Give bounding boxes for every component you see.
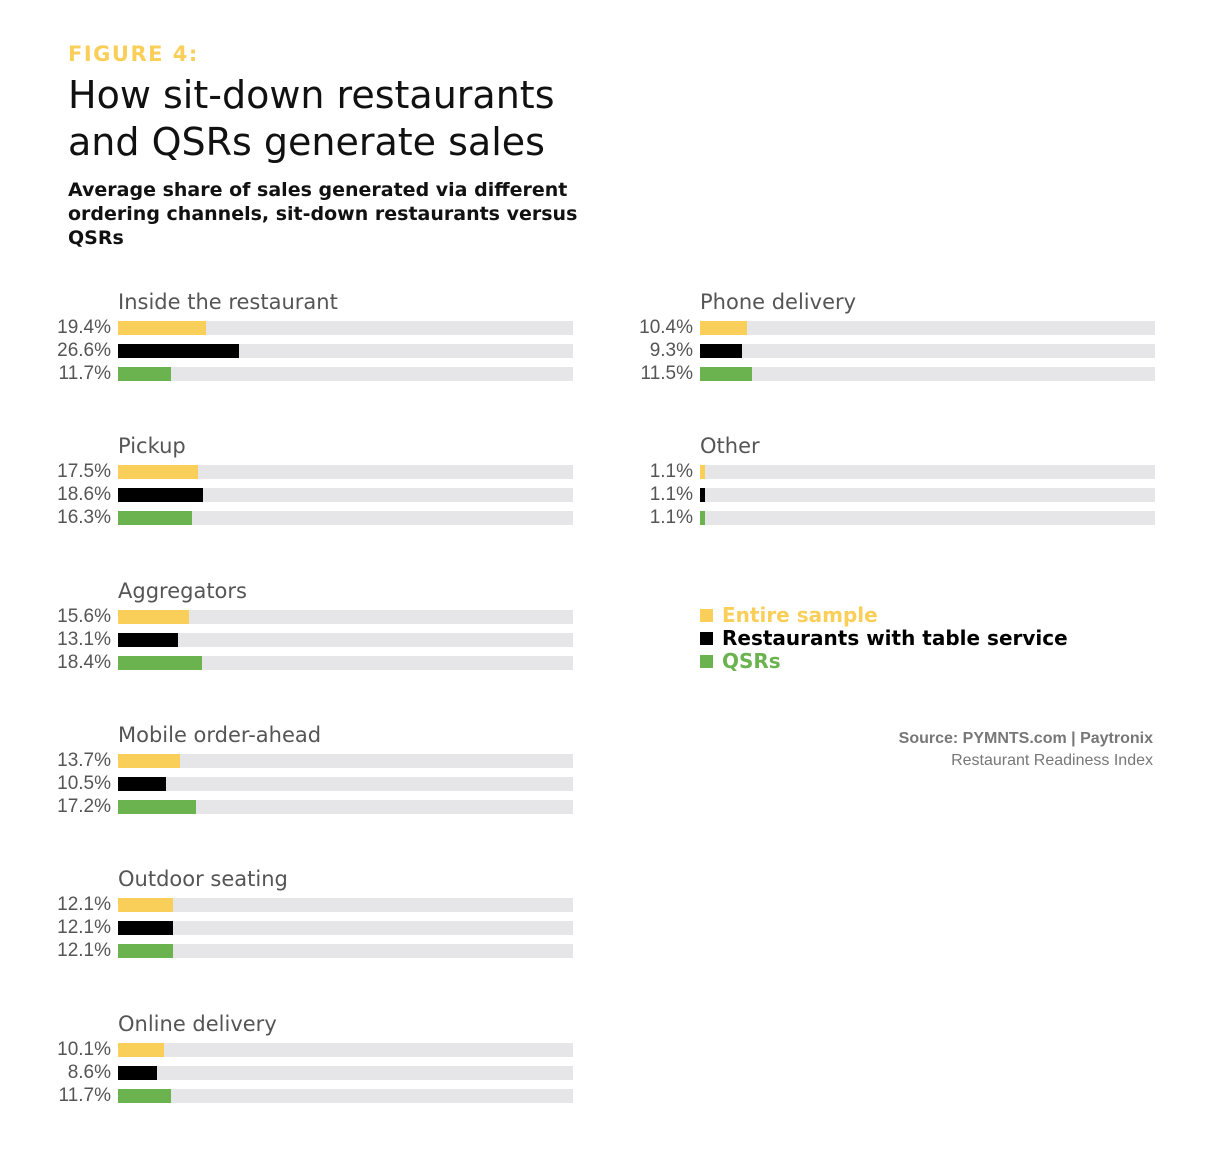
source-name: Source: PYMNTS.com: [898, 730, 1067, 747]
data-label: 19.4%: [57, 317, 111, 338]
bar-track: [118, 777, 573, 791]
category-label: Inside the restaurant: [118, 290, 338, 314]
bar-track: [700, 511, 1155, 525]
bar-track: [118, 921, 573, 935]
legend-label-table-service: Restaurants with table service: [722, 626, 1068, 650]
bar-qsrs: [118, 800, 196, 814]
bar-track: [118, 367, 573, 381]
bar-table-service: [118, 921, 173, 935]
title-line-2: and QSRs generate sales: [68, 120, 545, 164]
legend-item-qsrs: [700, 650, 1068, 673]
bar-track: [118, 800, 573, 814]
bar-track: [700, 367, 1155, 381]
bar-track: [118, 656, 573, 670]
data-label: 10.5%: [57, 772, 111, 794]
legend-item-entire-sample: [700, 604, 1068, 627]
bar-track: [118, 754, 573, 768]
bar-track: [118, 488, 573, 502]
bar-track: [118, 344, 573, 358]
category-label: Mobile order-ahead: [118, 722, 322, 747]
source-note: [899, 728, 1153, 772]
data-label: 1.1%: [649, 484, 693, 506]
data-label: 11.5%: [640, 363, 693, 384]
bar-entire-sample: [118, 465, 198, 479]
bar-track: [118, 944, 573, 958]
chart-subtitle: Average share of sales generated via different ordering channels, sit-down restaurants versus QSRs: [68, 179, 578, 249]
legend-swatch-entire-sample: [700, 609, 713, 622]
legend-swatch-qsrs: [700, 655, 713, 668]
bar-table-service: [700, 488, 705, 502]
figure-label: FIGURE 4:: [68, 42, 199, 66]
bar-qsrs: [118, 1089, 171, 1103]
bar-track: [118, 321, 573, 335]
data-label: 15.6%: [57, 605, 111, 627]
data-label: 26.6%: [57, 340, 111, 361]
data-label: 12.1%: [57, 894, 111, 916]
data-label: 12.1%: [57, 940, 111, 962]
bar-entire-sample: [118, 321, 206, 335]
data-label: 11.7%: [58, 363, 111, 384]
bar-qsrs: [118, 944, 173, 958]
bar-track: [700, 344, 1155, 358]
category-label: Outdoor seating: [118, 867, 288, 892]
bar-track: [118, 898, 573, 912]
bar-qsrs: [118, 367, 171, 381]
bar-track: [118, 1043, 573, 1057]
legend-label-qsrs: QSRs: [722, 649, 781, 673]
category-label: Aggregators: [118, 578, 247, 603]
bar-table-service: [700, 344, 742, 358]
bar-entire-sample: [118, 610, 189, 624]
bar-table-service: [118, 633, 178, 647]
bar-track: [118, 610, 573, 624]
data-label: 10.1%: [57, 1038, 111, 1060]
bar-track: [118, 465, 573, 479]
data-label: 8.6%: [67, 1061, 111, 1083]
data-label: 16.3%: [57, 507, 111, 529]
title-line-1: How sit-down restaurants: [68, 73, 555, 117]
bar-track: [118, 633, 573, 647]
data-label: 1.1%: [649, 461, 693, 483]
data-label: 18.6%: [57, 484, 111, 506]
legend: [700, 604, 1068, 673]
source-separator: |: [1071, 730, 1076, 747]
bar-entire-sample: [118, 1043, 164, 1057]
source-line-2: Restaurant Readiness Index: [951, 752, 1153, 769]
data-label: 10.4%: [639, 317, 693, 338]
bar-track: [700, 465, 1155, 479]
data-label: 9.3%: [649, 340, 693, 361]
data-label: 13.1%: [57, 628, 111, 650]
data-label: 17.5%: [57, 461, 111, 483]
category-label: Phone delivery: [700, 290, 857, 314]
bar-qsrs: [118, 511, 192, 525]
category-label: Online delivery: [118, 1011, 277, 1036]
data-label: 13.7%: [57, 749, 111, 771]
bar-track: [118, 1066, 573, 1080]
bar-table-service: [118, 1066, 157, 1080]
data-label: 12.1%: [57, 917, 111, 939]
data-label: 1.1%: [649, 507, 693, 529]
legend-item-table-service: [700, 627, 1068, 650]
bar-entire-sample: [118, 754, 180, 768]
legend-swatch-table-service: [700, 632, 713, 645]
bar-table-service: [118, 777, 166, 791]
bar-table-service: [118, 344, 239, 358]
bar-track: [700, 488, 1155, 502]
data-label: 11.7%: [58, 1084, 111, 1106]
bar-entire-sample: [118, 898, 173, 912]
source-partner: Paytronix: [1080, 730, 1153, 747]
bar-qsrs: [118, 656, 202, 670]
category-label: Pickup: [118, 434, 186, 459]
bar-table-service: [118, 488, 203, 502]
bar-track: [118, 511, 573, 525]
bar-track: [700, 321, 1155, 335]
bar-qsrs: [700, 367, 752, 381]
legend-label-entire-sample: Entire sample: [722, 603, 878, 627]
category-label: Other: [700, 434, 760, 459]
data-label: 18.4%: [57, 651, 111, 673]
bar-qsrs: [700, 511, 705, 525]
source-line-1: [899, 728, 1153, 750]
bar-entire-sample: [700, 321, 747, 335]
bar-entire-sample: [700, 465, 705, 479]
chart-title: [68, 72, 628, 166]
bar-track: [118, 1089, 573, 1103]
data-label: 17.2%: [57, 795, 111, 817]
